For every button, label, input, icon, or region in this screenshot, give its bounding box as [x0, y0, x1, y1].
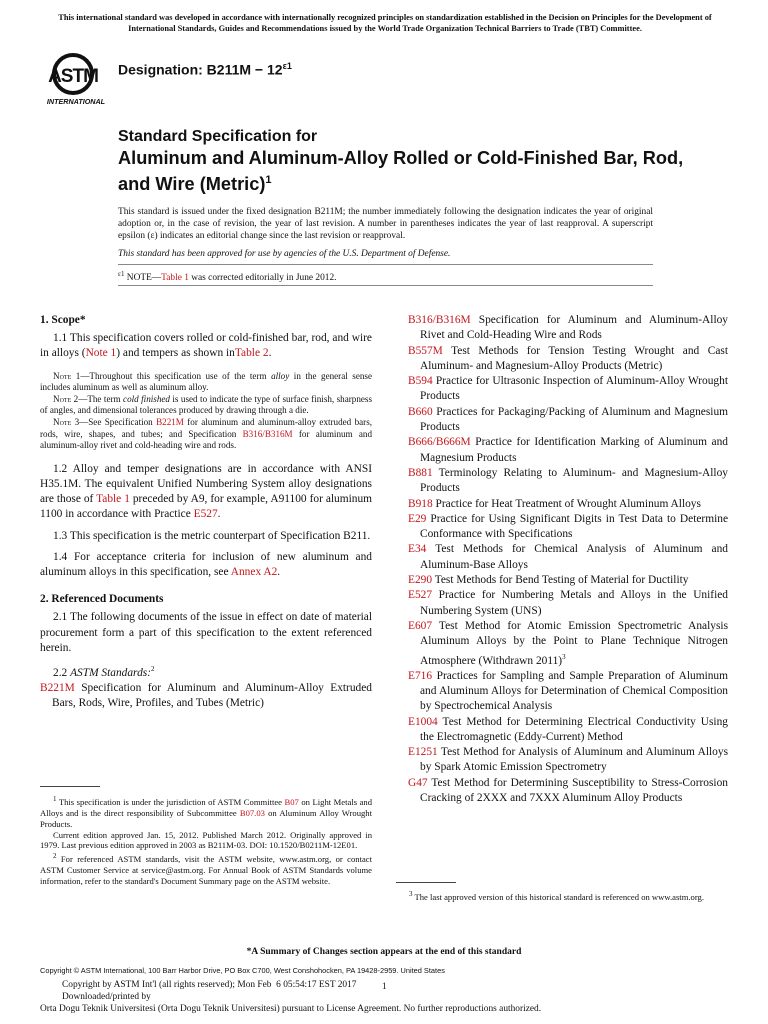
reference-item — [408, 573, 728, 588]
paragraph-1-1: 1.1 This specification covers rolled or cold-finished bar, rod, and wire in alloys (Note 1) and tempers as shown inTable 2. — [40, 332, 372, 360]
reference-title: Practice for Numbering Metals and Alloys in the Unified Numbering System (UNS) — [420, 589, 728, 617]
note-1: Note 1—Throughout this specification use of the term alloy in the general sense includes aluminum as well as aluminum alloy. — [40, 370, 372, 393]
reference-title: Specification for Aluminum and Aluminum-Alloy Rivet and Cold-Heading Wire and Rods — [420, 314, 728, 342]
reference-code-link[interactable]: E29 — [408, 512, 427, 525]
left-column — [40, 313, 372, 712]
b221m-link[interactable]: B221M — [156, 416, 184, 427]
reference-title: Practice for Identification Marking of Aluminum and Magnesium Products — [420, 436, 728, 464]
download-line-2: Downloaded/printed by — [62, 992, 151, 1002]
reference-item — [408, 588, 728, 619]
paragraph-2-1: 2.1 The following documents of the issue in effect on date of material procurement form a part of this specification to the extent referenced herein. — [40, 611, 372, 654]
reference-code-link[interactable]: B918 — [408, 497, 433, 510]
reference-item — [408, 512, 728, 543]
reference-title: Practices for Sampling and Sample Preparation of Aluminum and Aluminum Alloys for Determination of Chemical Composition by Spectrochemical Analysis — [420, 669, 728, 713]
footnote-2: $^2$ For referenced ASTM standards, visit the ASTM website, www.astm.org, or contact ASTM Customer Service at service@astm.org. For Annual Book of ASTM Standards volume information, refer to the standard's Document Summary page on the ASTM website. — [40, 852, 372, 887]
summary-of-changes-note: *A Summary of Changes section appears at the end of this standard — [246, 947, 522, 957]
issue-note: This standard is issued under the fixed designation B211M; the number immediately following the designation indicates the year of original adoption or, in the case of revision, the year of last revision. A number in parentheses indicates the year of last reapproval. A superscript epsilon (ε) indicates an editorial change since the last revision or reapproval. — [118, 207, 653, 241]
reference-title: Practice for Heat Treatment of Wrought Aluminum Alloys — [432, 497, 701, 510]
e527-link[interactable]: E527 — [193, 508, 218, 521]
reference-item — [408, 344, 728, 375]
reference-title: Test Method for Atomic Emission Spectrometric Analysis Aluminum Alloys by the Point to Plane Technique Nitrogen Atmosphere (Withdrawn 2011) — [420, 619, 728, 667]
reference-list-right — [408, 313, 728, 806]
reference-item — [408, 497, 728, 512]
reference-code-link[interactable]: B881 — [408, 466, 433, 479]
reference-item — [408, 715, 728, 746]
reference-list-left — [40, 681, 372, 712]
page-number: 1 — [382, 982, 387, 992]
footnote-1-edition: Current edition approved Jan. 15, 2012. Published March 2012. Originally approved in 1979. Last previous edition approved in 2003 as B211M-03. DOI: 10.1520/B0211M-12E01. — [40, 829, 372, 851]
reference-title: Practice for Using Significant Digits in Test Data to Determine Conformance with Specifications — [420, 512, 728, 541]
download-info — [40, 979, 542, 1015]
reference-item — [408, 619, 728, 669]
reference-item — [40, 681, 372, 712]
standard-title — [118, 127, 718, 195]
reference-code-link[interactable]: E527 — [408, 589, 433, 602]
reference-code-link[interactable]: B557M — [408, 344, 443, 357]
note1-link[interactable]: Note 1 — [85, 347, 117, 360]
reference-title: Specification for Aluminum and Aluminum-Alloy Extruded Bars, Rods, Wire, Profiles, and Tubes (Metric) — [52, 682, 372, 710]
divider — [118, 285, 653, 286]
svg-text:ASTM: ASTM — [48, 66, 98, 87]
annex-a2-link[interactable]: Annex A2 — [230, 565, 278, 578]
reference-code-link[interactable]: B660 — [408, 405, 433, 418]
reference-item — [408, 313, 728, 344]
footnotes — [40, 794, 372, 887]
reference-title: Test Method for Determining Susceptibility to Stress-Corrosion Cracking of 2XXX and 7XXX Aluminum Alloy Products — [420, 776, 728, 804]
reference-item — [408, 669, 728, 715]
svg-text:INTERNATIONAL: INTERNATIONAL — [46, 97, 106, 106]
reference-code-link[interactable]: E34 — [408, 543, 427, 556]
reference-item — [408, 405, 728, 436]
paragraph-2-2: 2.2 ASTM Standards:$^2$ — [53, 665, 155, 679]
reference-code-link[interactable]: B221M — [40, 682, 75, 694]
reference-item — [408, 745, 728, 776]
title-line1: Standard Specification for — [118, 128, 318, 145]
reference-item — [408, 435, 728, 466]
top-notice: This international standard was developed in accordance with internationally recognized principles on standardization established in the Decision on Principles for the Development of International Standards, Guides and Recommendations issued by the World Trade Organization Technical Barriers to Trade (TBT) Committee. — [58, 13, 712, 33]
reference-title: Practice for Ultrasonic Inspection of Aluminum-Alloy Wrought Products — [420, 375, 728, 403]
astm-logo — [40, 50, 112, 108]
right-column — [408, 313, 728, 806]
dod-note: This standard has been approved for use by agencies of the U.S. Department of Defense. — [118, 249, 451, 259]
reference-item — [408, 776, 728, 807]
note-3: Note 3—See Specification B221M for aluminum and aluminum-alloy extruded bars, rods, wire, shapes, and tubes; and Specification B316/B316M for aluminum and aluminum-alloy rivet and cold-heading wire and rods. — [40, 416, 373, 451]
paragraph-1-2: 1.2 Alloy and temper designations are in accordance with ANSI H35.1M. The equivalent Unified Numbering System alloy designations are those of Table 1 preceded by A9, for example, A91100 for aluminum 1100 in accordance with Practice E527. — [40, 462, 373, 521]
reference-title: Terminology Relating to Aluminum- and Magnesium-Alloy Products — [420, 466, 728, 495]
b316-link[interactable]: B316/B316M — [242, 428, 293, 439]
reference-item — [408, 466, 728, 497]
note-2: Note 2—The term cold finished is used to indicate the type of surface finish, sharpness of angles, and dimensional tolerances produced by drawing through a die. — [40, 393, 372, 416]
divider — [118, 264, 653, 265]
section-heading-scope: 1. Scope* — [40, 314, 86, 326]
reference-code-link[interactable]: B594 — [408, 375, 433, 388]
reference-title: Test Methods for Bend Testing of Material for Ductility — [432, 574, 689, 587]
reference-item — [408, 542, 728, 573]
reference-title: Practices for Packaging/Packing of Aluminum and Magnesium Products — [420, 405, 728, 434]
reference-code-link[interactable]: G47 — [408, 776, 428, 789]
reference-code-link[interactable]: E290 — [408, 574, 433, 587]
footnote-divider — [40, 786, 100, 787]
reference-title: Test Methods for Chemical Analysis of Aluminum and Aluminum-Base Alloys — [420, 543, 728, 571]
reference-code-link[interactable]: B316/B316M — [408, 314, 471, 326]
reference-title: Test Method for Analysis of Aluminum and Aluminum Alloys by Spark Atomic Emission Spectrometry — [420, 746, 728, 774]
b07-03-link[interactable]: B07.03 — [239, 807, 265, 818]
title-footnote-mark: 1 — [265, 174, 272, 186]
reference-title: Test Method for Determining Electrical Conductivity Using the Electromagnetic (Eddy-Current) Method — [420, 715, 728, 743]
notes — [40, 371, 372, 452]
download-line-3: Orta Dogu Teknik Universitesi (Orta Dogu Teknik Universitesi) pursuant to License Agreement. No further reproductions authorized. — [40, 1004, 542, 1014]
copyright-line: Copyright © ASTM International, 100 Barr Harbor Drive, PO Box C700, West Conshohocken, PA 19428-2959. United States — [40, 966, 445, 975]
designation: Designation: $B211M - 12^{\varepsilon 1}$ — [118, 61, 292, 78]
footnote-1: $^1$ This specification is under the jurisdiction of ASTM Committee B07 on Light Metals and Alloys and is the direct responsibility of Subcommittee B07.03 on Aluminum Alloy Wrought Products. — [40, 795, 372, 829]
footnote-3: $^3$ The last approved version of this historical standard is referenced on www.astm.org. — [409, 890, 704, 902]
download-line-1: Copyright by ASTM Int'l (all rights reserved); Mon Feb 6 05:54:17 EST 2017 — [62, 980, 357, 990]
footnote-divider — [396, 882, 456, 883]
section-heading-referenced: 2. Referenced Documents — [40, 593, 164, 606]
reference-title: Test Methods for Tension Testing Wrought and Cast Aluminum- and Magnesium-Alloy Products (Metric) — [420, 344, 728, 372]
reference-footnote-mark: 3 — [562, 652, 566, 661]
reference-code-link[interactable]: E607 — [408, 619, 433, 632]
editorial-note: $^{\varepsilon 1}$ NOTE—Table 1 was corrected editorially in June 2012. — [118, 270, 337, 284]
reference-code-link[interactable]: E716 — [408, 669, 433, 682]
reference-code-link[interactable]: B666/B666M — [408, 436, 471, 449]
reference-item — [408, 374, 728, 405]
reference-code-link[interactable]: E1004 — [408, 715, 438, 728]
b07-link[interactable]: B07 — [284, 796, 299, 807]
title-line2: Aluminum and Aluminum-Alloy Rolled or Cold-Finished Bar, Rod, and Wire (Metric)$^1$ — [118, 148, 684, 195]
table1-link[interactable]: Table 1 — [161, 273, 189, 284]
table1-link[interactable]: Table 1 — [96, 493, 130, 506]
reference-code-link[interactable]: E1251 — [408, 746, 438, 759]
paragraph-1-4: 1.4 For acceptance criteria for inclusion of new aluminum and aluminum alloys in this specification, see Annex A2. — [40, 550, 372, 578]
table2-link[interactable]: Table 2 — [234, 347, 269, 360]
paragraph-1-3: 1.3 This specification is the metric counterpart of Specification B211. — [53, 529, 371, 542]
